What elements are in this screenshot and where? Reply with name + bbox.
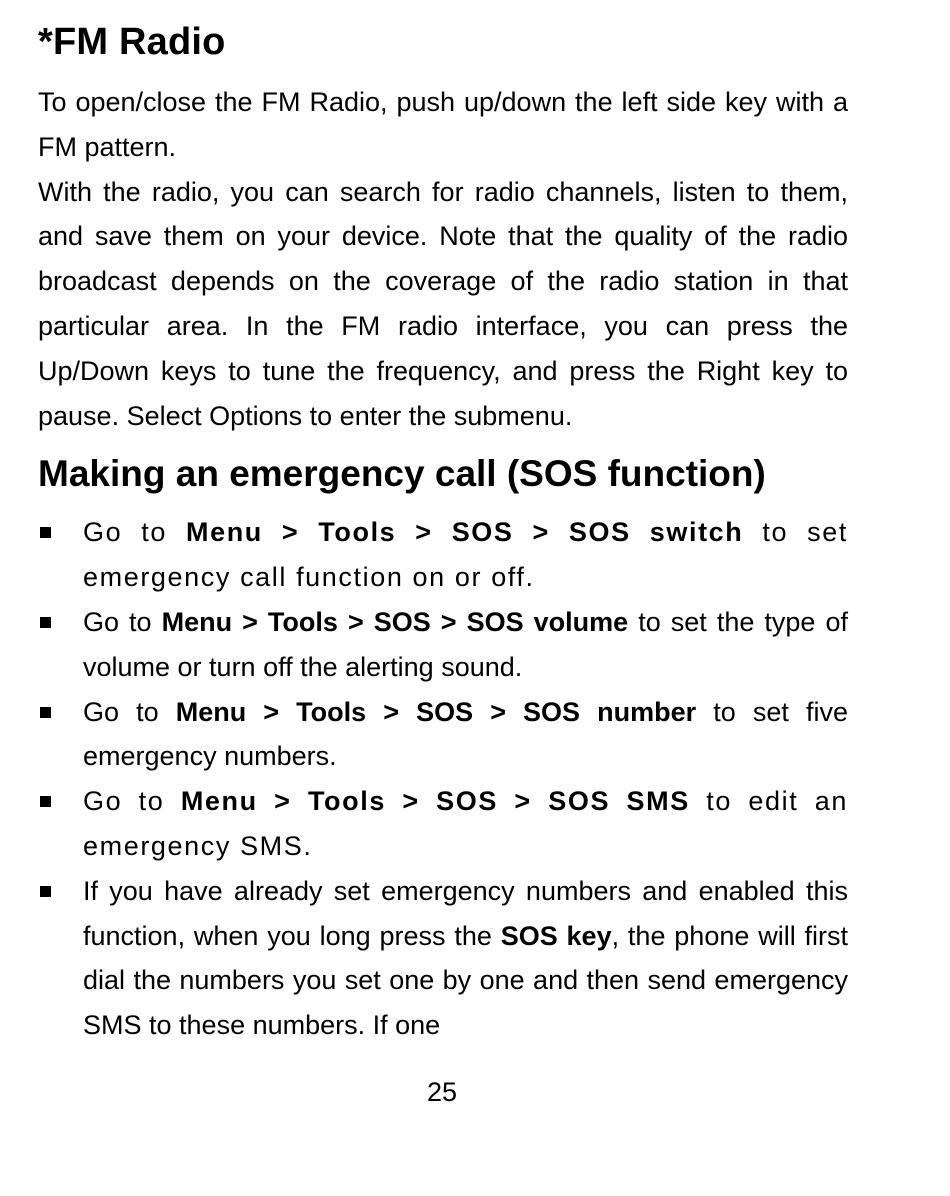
manual-page (38, 0, 848, 1048)
square-bullet-icon (40, 886, 51, 897)
item-text-suffix: to set five emergency numbers. (83, 696, 848, 772)
item-text-prefix: Go to (83, 696, 176, 727)
item-text-suffix: to set emergency call function on or off. (83, 517, 848, 593)
menu-path: Menu > Tools > SOS > SOS volume (161, 606, 629, 637)
square-bullet-icon (40, 527, 51, 538)
page-number: 25 (426, 1077, 458, 1107)
menu-path: Menu > Tools > SOS > SOS switch (185, 517, 744, 548)
item-text-suffix: to set the type of volume or turn off the alerting sound. (83, 606, 848, 682)
item-text-suffix: to edit an emergency SMS. (83, 786, 849, 861)
fm-radio-heading: *FM Radio (38, 21, 226, 63)
list-item (38, 690, 848, 780)
fm-radio-description-paragraph: With the radio, you can search for radio channels, listen to them, and save them on your device. Note that the quality of the radio broadcast depends on the coverage of the radio station in that particular area. In the FM radio interface, you can press the Up/Down keys to tune the frequency, and press the Right key to pause. Select Options to enter the submenu. (38, 176, 848, 431)
list-item (38, 869, 848, 1048)
item-text-prefix: Go to (83, 606, 162, 637)
sos-instructions-list (38, 510, 848, 1048)
sos-heading: Making an emergency call (SOS function) (38, 453, 766, 495)
square-bullet-icon (40, 707, 51, 718)
menu-path: Menu > Tools > SOS > SOS number (175, 696, 697, 727)
item-text-suffix: , the phone will first dial the numbers you set one by one and then send emergency SMS to these numbers. If one (83, 920, 849, 1041)
fm-radio-intro-paragraph: To open/close the FM Radio, push up/down the left side key with a FM pattern. (38, 87, 848, 162)
list-item (38, 510, 848, 600)
menu-path: Menu > Tools > SOS > SOS SMS (180, 786, 690, 817)
square-bullet-icon (40, 796, 51, 807)
list-item (38, 779, 848, 869)
item-text-prefix: Go to (83, 517, 186, 548)
sos-key-label: SOS key (500, 920, 612, 951)
list-item (38, 600, 848, 690)
square-bullet-icon (40, 617, 51, 628)
item-text-prefix: Go to (83, 786, 181, 817)
item-text-prefix: If you have already set emergency numbers and enabled this function, when you long press the (83, 875, 848, 951)
